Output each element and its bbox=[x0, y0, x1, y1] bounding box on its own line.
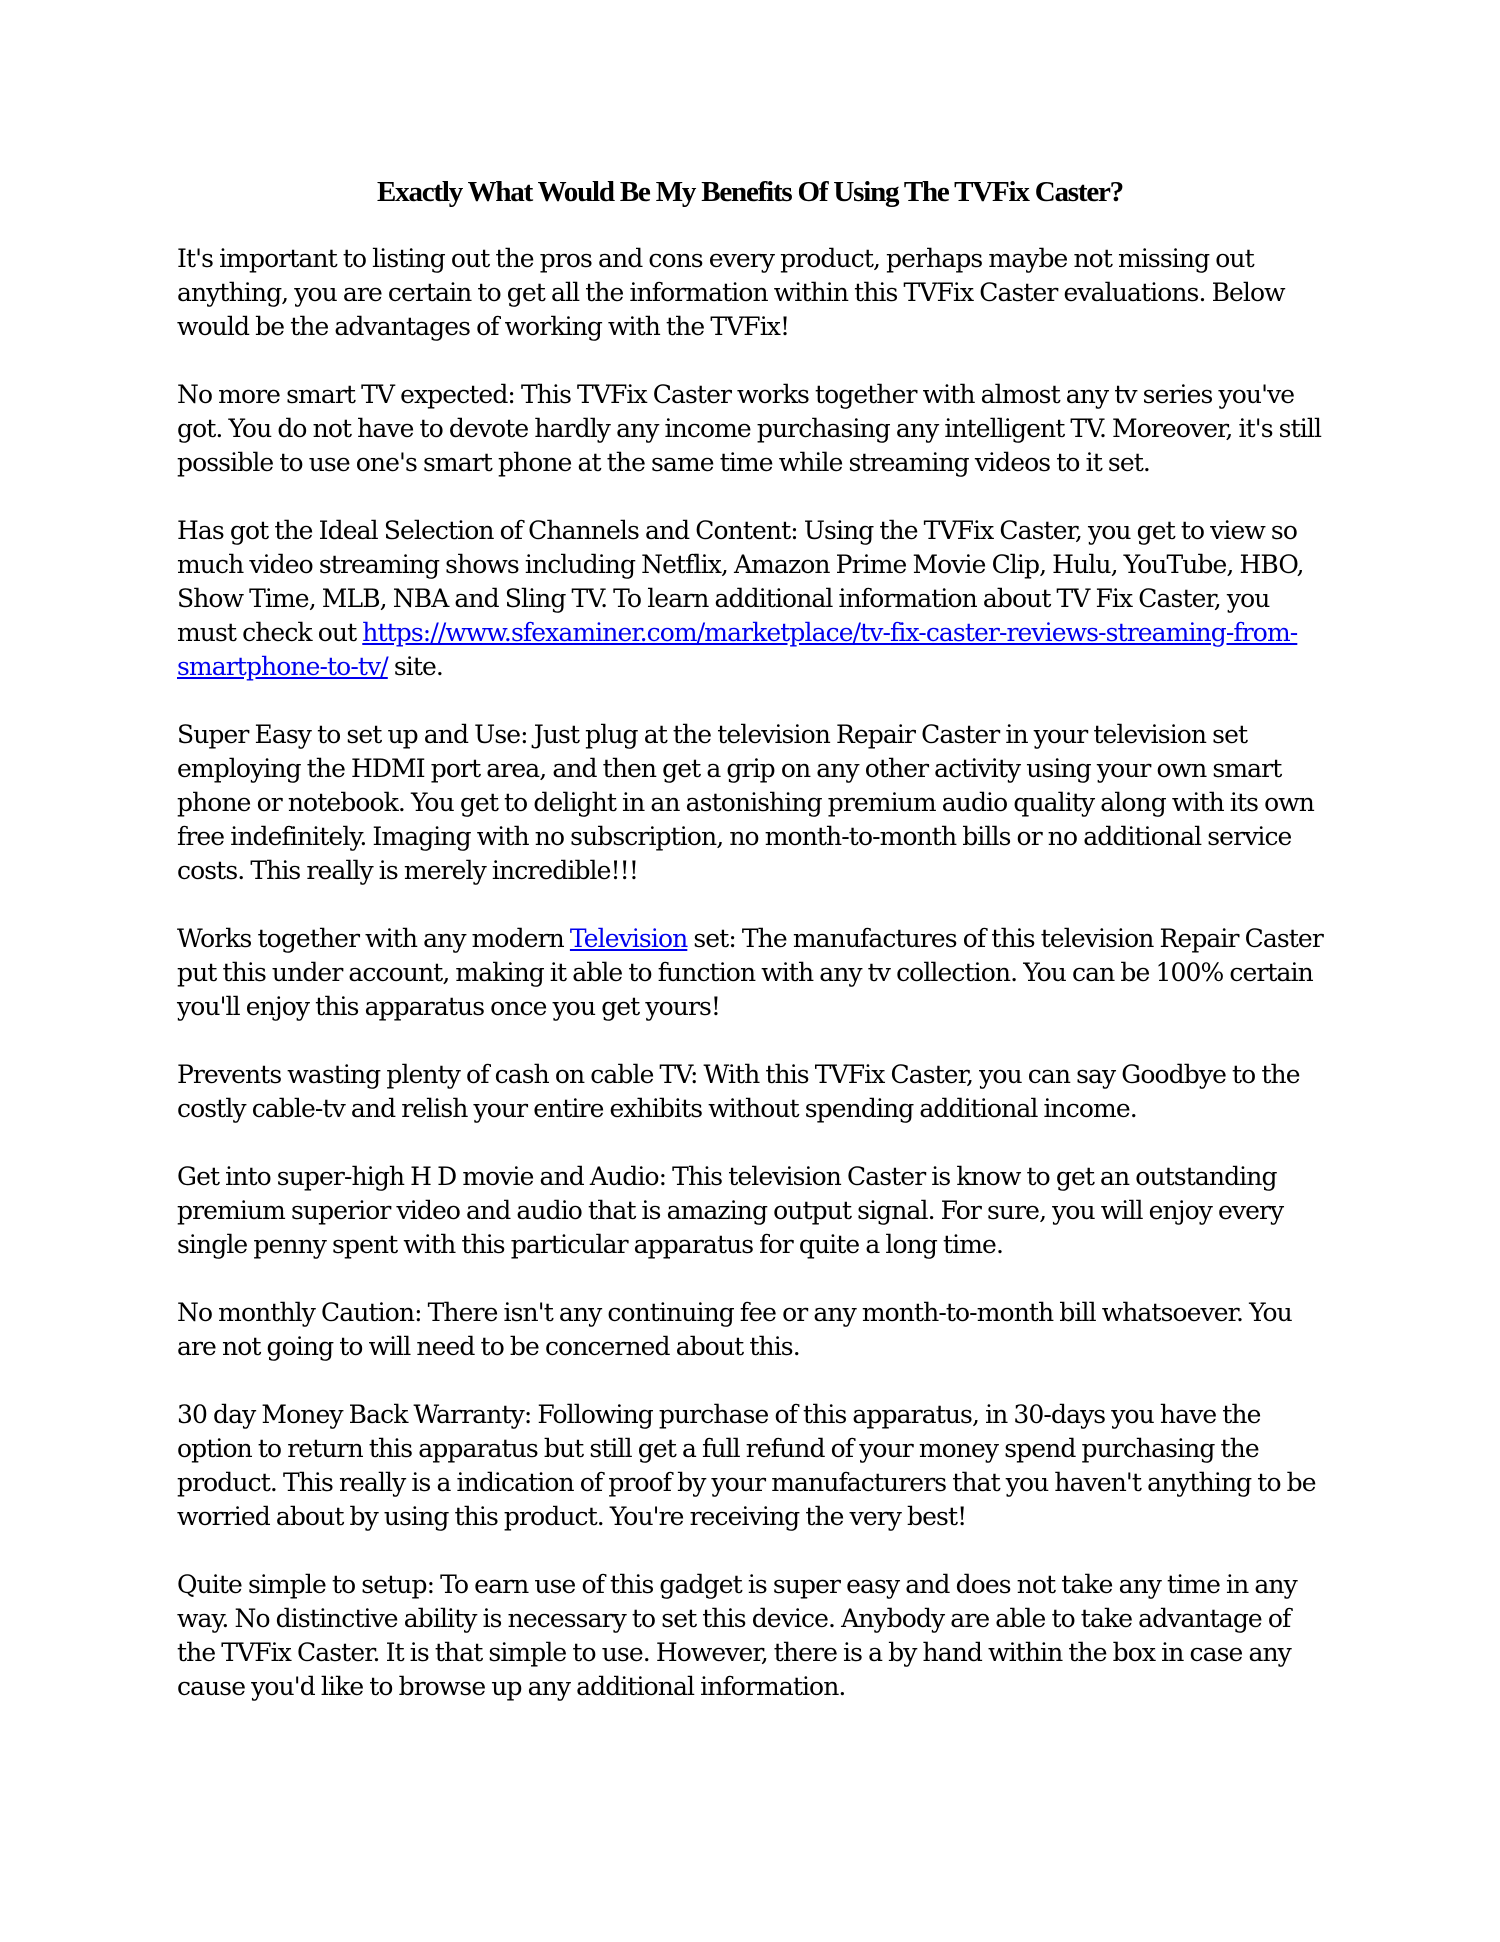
paragraph-intro: It's important to listing out the pros and cons every product, perhaps maybe not missing out anything, you are certain to get all the information within this TVFix Caster evaluations. Below would be the advantages of working with the TVFix! bbox=[177, 244, 1285, 341]
paragraph-modern-tv-prefix: Works together with any modern bbox=[177, 924, 570, 953]
paragraph-channels-text: Has got the Ideal Selection of Channels and Content: Using the TVFix Caster, you get to view so much video streaming shows including Netflix, Amazon Prime Movie Clip, Hulu, YouTube, HBO, Show Time, MLB, NBA and Sling TV. To learn additional information about TV Fix Caster, you must check out bbox=[177, 516, 1304, 647]
paragraph-no-monthly: No monthly Caution: There isn't any continuing fee or any month-to-month bill whatsoever. You are not going to will need to be concerned about this. bbox=[177, 1298, 1292, 1361]
paragraph-simple-setup: Quite simple to setup: To earn use of this gadget is super easy and does not take any time in any way. No distinctive ability is necessary to set this device. Anybody are able to take advantage of the TVFix Caster. It is that simple to use. However, there is a by hand within the box in case any cause you'd like to browse up any additional information. bbox=[177, 1570, 1297, 1701]
paragraph-channels-suffix: site. bbox=[387, 652, 443, 681]
sfexaminer-link[interactable]: https://www.sfexaminer.com/marketplace/tv-fix-caster-reviews-streaming-from-smartphone-to-tv/ bbox=[177, 618, 1298, 681]
document-title: Exactly What Would Be My Benefits Of Using The TVFix Caster? bbox=[377, 176, 1123, 208]
television-link[interactable]: Television bbox=[569, 924, 688, 953]
paragraph-modern-tv bbox=[177, 922, 1327, 1024]
paragraph-hd-audio: Get into super-high H D movie and Audio: This television Caster is know to get an outstanding premium superior video and audio that is amazing output signal. For sure, you will enjoy every single penny spent with this particular apparatus for quite a long time. bbox=[177, 1162, 1284, 1259]
paragraph-cable-savings: Prevents wasting plenty of cash on cable TV: With this TVFix Caster, you can say Goodbye to the costly cable-tv and relish your entire exhibits without spending additional income. bbox=[177, 1060, 1300, 1123]
paragraph-warranty: 30 day Money Back Warranty: Following purchase of this apparatus, in 30-days you have the option to return this apparatus but still get a full refund of your money spend purchasing the product. This really is a indication of proof by your manufacturers that you haven't anything to be worried about by using this product. You're receiving the very best! bbox=[177, 1400, 1316, 1531]
document-body bbox=[177, 242, 1327, 1738]
paragraph-channels-content bbox=[177, 514, 1327, 684]
paragraph-no-smart-tv: No more smart TV expected: This TVFix Caster works together with almost any tv series you've got. You do not have to devote hardly any income purchasing any intelligent TV. Moreover, it's still possible to use one's smart phone at the same time while streaming videos to it set. bbox=[177, 380, 1322, 477]
paragraph-modern-tv-text: set: The manufactures of this television Repair Caster put this under account, making it able to function with any tv collection. You can be 100% certain you'll enjoy this apparatus once you get yours! bbox=[177, 924, 1323, 1021]
paragraph-easy-setup: Super Easy to set up and Use: Just plug at the television Repair Caster in your television set employing the HDMI port area, and then get a grip on any other activity using your own smart phone or notebook. You get to delight in an astonishing premium audio quality along with its own free indefinitely. Imaging with no subscription, no month-to-month bills or no additional service costs. This really is merely incredible!!! bbox=[177, 720, 1314, 885]
